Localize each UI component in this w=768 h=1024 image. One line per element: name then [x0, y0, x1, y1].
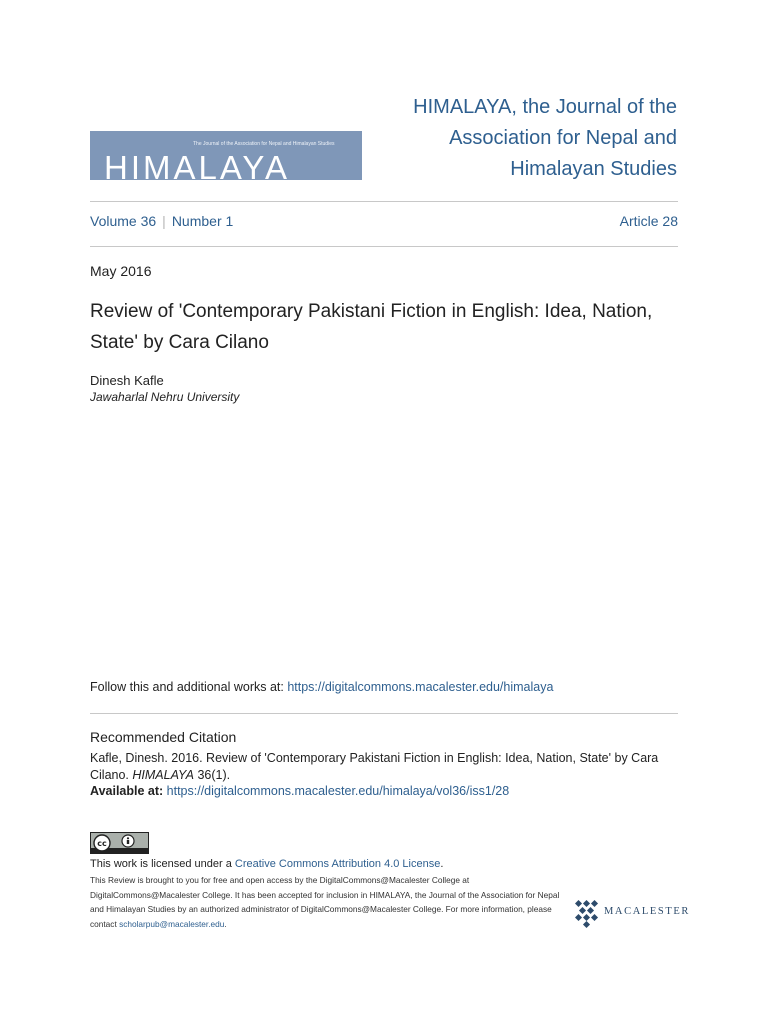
- cc-by-badge-icon[interactable]: [90, 832, 149, 854]
- license-prefix: This work is licensed under a: [90, 858, 235, 870]
- author-name: Dinesh Kafle: [90, 373, 164, 388]
- svg-text:cc: cc: [97, 839, 107, 848]
- citation-journal: HIMALAYA: [132, 768, 194, 782]
- article-link[interactable]: Article 28: [619, 213, 678, 229]
- contact-email-link[interactable]: scholarpub@macalester.edu: [119, 918, 225, 929]
- citation-availability: [90, 784, 509, 798]
- logo-tagline: The Journal of the Association for Nepal and Himalayan Studies: [193, 141, 335, 147]
- follow-line: [90, 680, 553, 694]
- follow-url-link[interactable]: https://digitalcommons.macalester.edu/himalaya: [287, 680, 554, 694]
- author-affiliation: Jawaharlal Nehru University: [90, 390, 240, 404]
- citation-heading: Recommended Citation: [90, 729, 237, 745]
- macalester-wordmark: MACALESTER: [604, 906, 691, 917]
- logo-wordmark: HIMALAYA: [104, 149, 290, 180]
- macalester-shield-icon: [575, 899, 601, 931]
- meta-divider: [90, 246, 678, 247]
- license-link[interactable]: Creative Commons Attribution 4.0 License: [234, 858, 441, 870]
- publication-date: May 2016: [90, 263, 152, 279]
- volume-link[interactable]: Volume 36: [90, 213, 157, 229]
- header-divider: [90, 201, 678, 202]
- number-link[interactable]: Number 1: [171, 213, 234, 229]
- citation-divider: [90, 713, 678, 714]
- cc-badge-graphic: [91, 833, 148, 853]
- follow-prefix: Follow this and additional works at:: [90, 680, 288, 694]
- citation-issue: 36(1).: [194, 768, 231, 782]
- article-title: Review of 'Contemporary Pakistani Fiction in English: Idea, Nation, State' by Cara Cilano: [90, 301, 653, 353]
- himalaya-logo: [90, 131, 362, 180]
- citation-body: Kafle, Dinesh. 2016. Review of 'Contemporary Pakistani Fiction in English: Idea, Nation, State' by Cara Cilano.: [90, 751, 659, 782]
- license-line: [90, 858, 443, 870]
- license-suffix: .: [440, 858, 444, 870]
- citation-text: [90, 750, 690, 784]
- journal-title-link[interactable]: HIMALAYA, the Journal of the Association for Nepal and Himalayan Studies: [413, 96, 677, 180]
- issue-meta-row: [90, 213, 678, 233]
- access-notice-end: .: [224, 918, 227, 929]
- available-label: Available at:: [90, 784, 167, 798]
- access-notice: [90, 873, 560, 931]
- available-url-link[interactable]: https://digitalcommons.macalester.edu/himalaya/vol36/iss1/28: [166, 784, 510, 798]
- meta-separator: |: [162, 213, 166, 229]
- access-notice-text: This Review is brought to you for free and open access by the DigitalCommons@Macalester College at DigitalCommons@Macalester College. It has been accepted for inclusion in HIMALAYA, the Journal of the Association for Nepal and Himalayan Studies by an authorized administrator of DigitalCommons@Macalester College. For more information, please contact: [90, 875, 560, 929]
